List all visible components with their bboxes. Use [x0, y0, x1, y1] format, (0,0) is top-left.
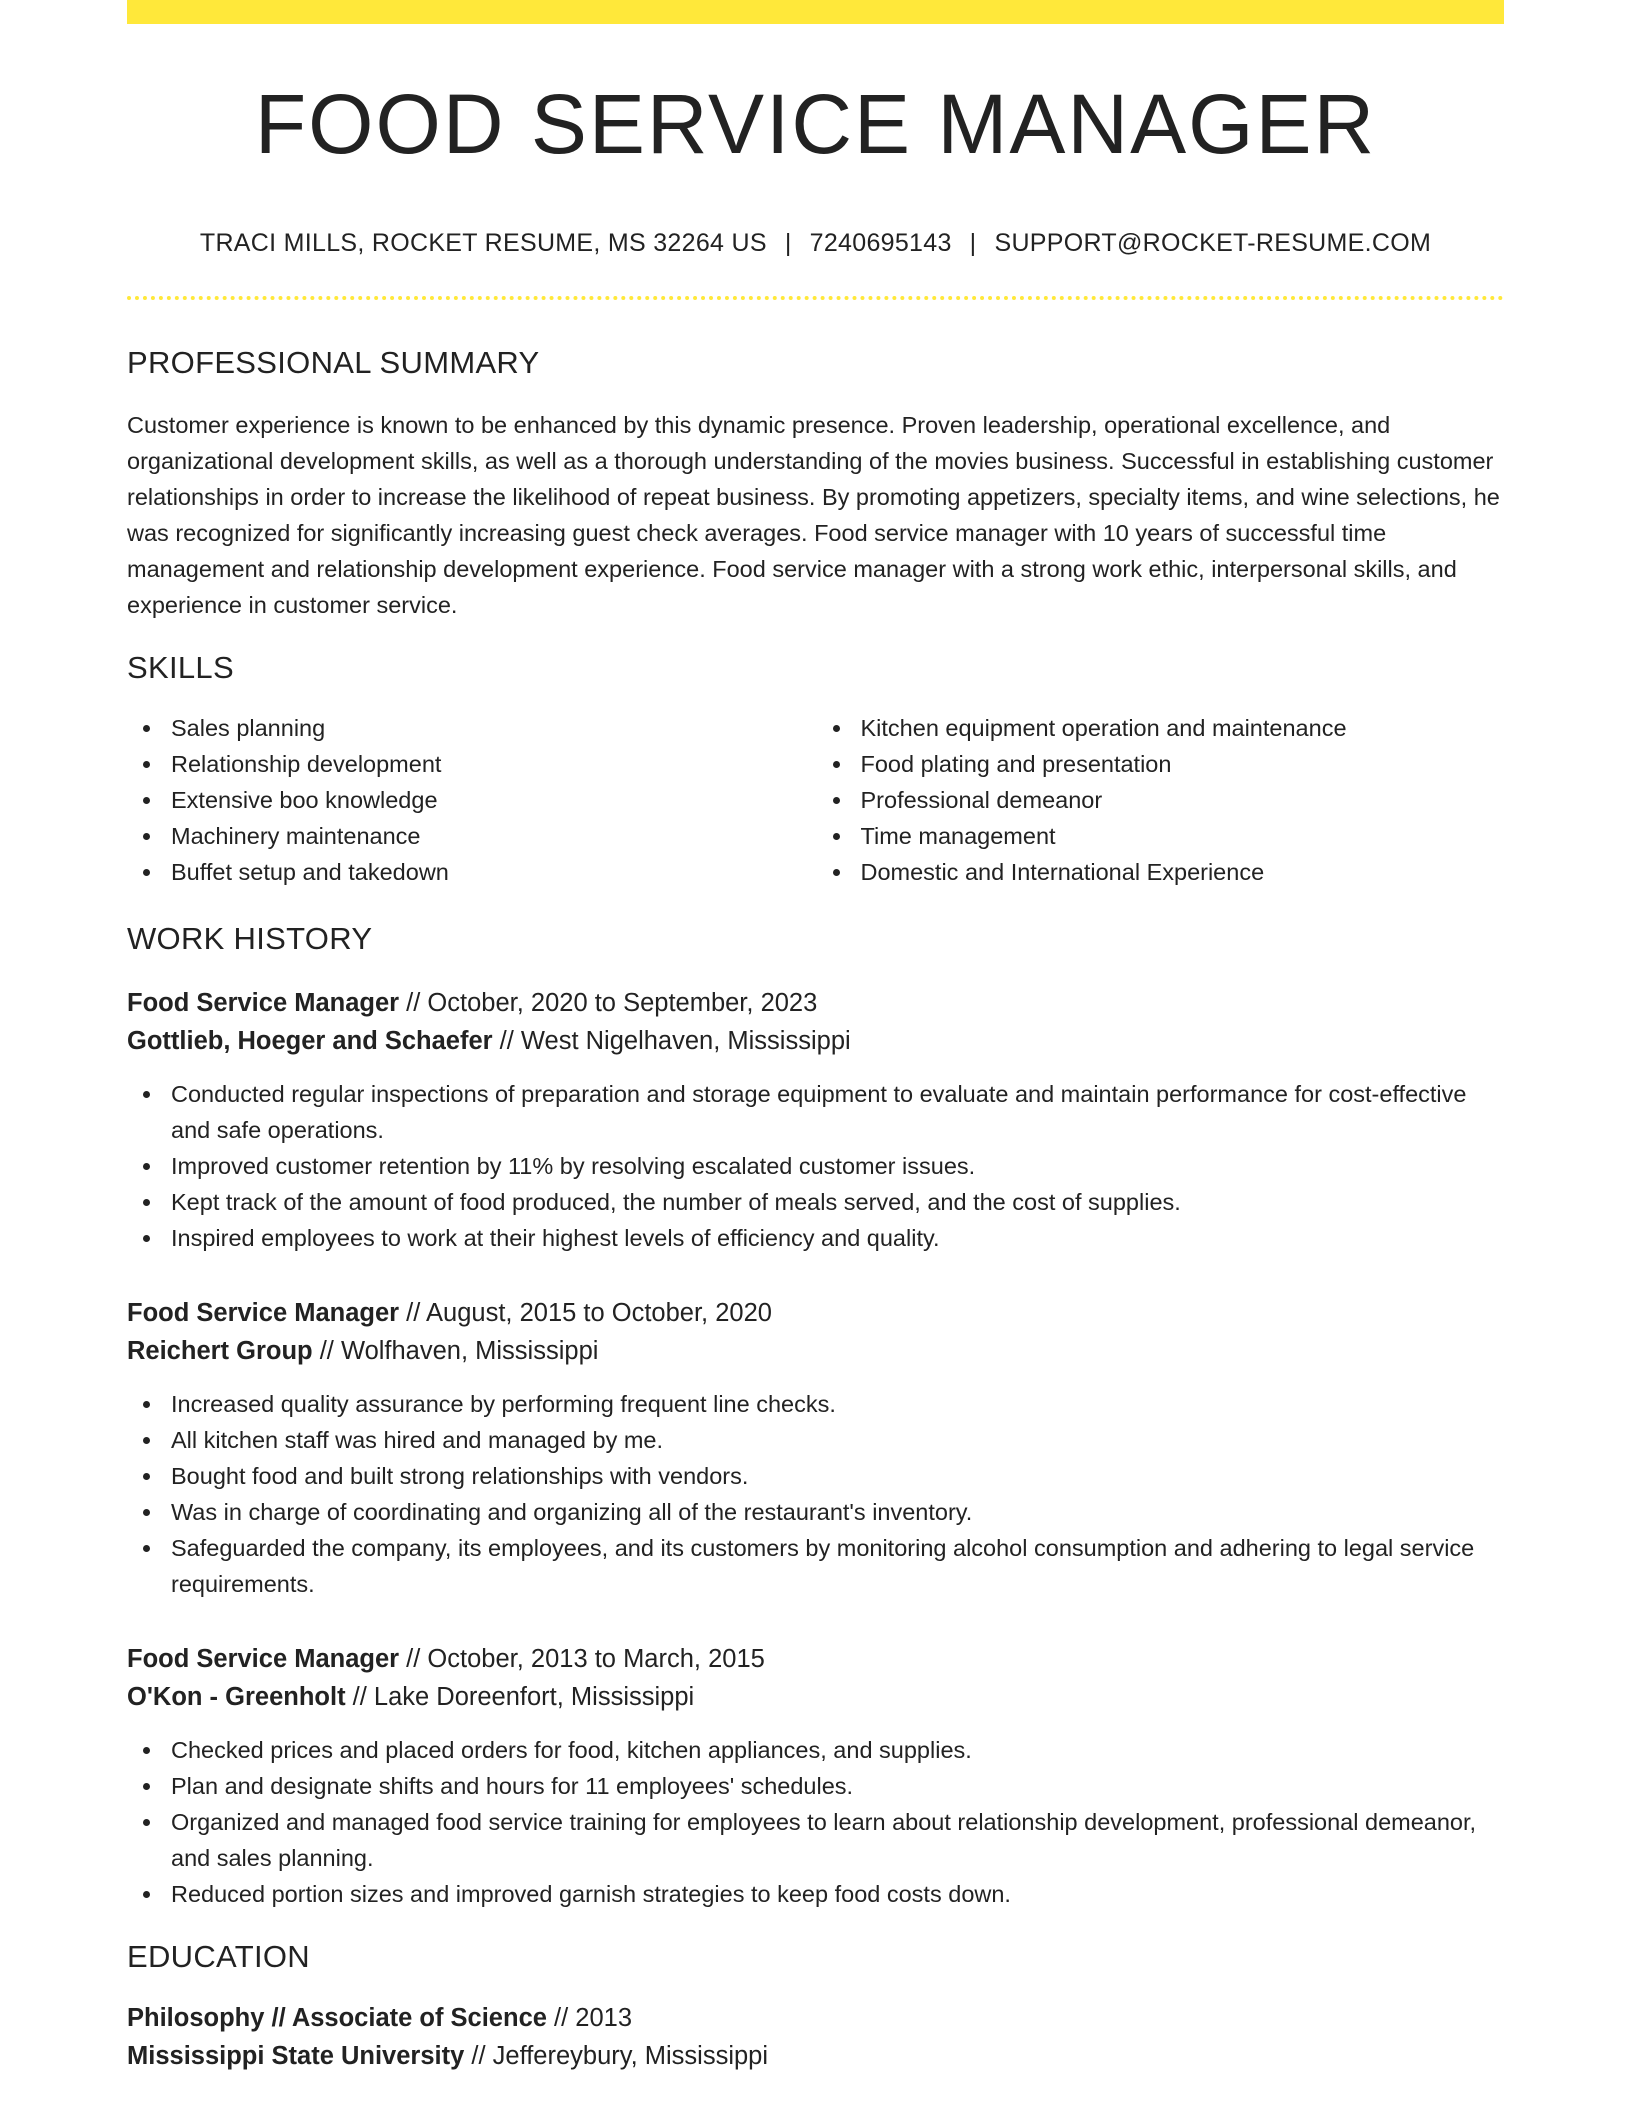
duty-item: All kitchen staff was hired and managed by me.	[127, 1422, 1504, 1458]
job-title: Food Service Manager	[127, 988, 400, 1017]
skills-column-left	[127, 710, 816, 890]
education-degree: Philosophy // Associate of Science	[127, 2003, 547, 2032]
job-location: // West Nigelhaven, Mississippi	[492, 1026, 851, 1055]
skill-item: Professional demeanor	[817, 782, 1505, 818]
dotted-divider	[127, 296, 1504, 300]
skill-item: Time management	[817, 818, 1505, 854]
duty-item: Safeguarded the company, its employees, and its customers by monitoring alcohol consumption and adhering to legal service requirements.	[127, 1530, 1504, 1602]
duty-item: Increased quality assurance by performing frequent line checks.	[127, 1386, 1504, 1422]
skill-item: Extensive boo knowledge	[127, 782, 816, 818]
duty-item: Kept track of the amount of food produced, the number of meals served, and the cost of supplies.	[127, 1184, 1504, 1220]
contact-separator: |	[969, 229, 977, 257]
duty-item: Improved customer retention by 11% by resolving escalated customer issues.	[127, 1148, 1504, 1184]
job-company-line	[127, 1022, 1504, 1060]
job-location: // Lake Doreenfort, Mississippi	[345, 1682, 695, 1711]
job-entry	[127, 1294, 1504, 1602]
contact-email: SUPPORT@ROCKET-RESUME.COM	[994, 229, 1432, 257]
contact-address: TRACI MILLS, ROCKET RESUME, MS 32264 US	[199, 229, 767, 257]
education-degree-line	[127, 1999, 1504, 2037]
job-company: Reichert Group	[127, 1336, 313, 1365]
work-history-heading: WORK HISTORY	[127, 921, 373, 957]
skill-item: Machinery maintenance	[127, 818, 816, 854]
job-entry	[127, 984, 1504, 1256]
job-company-line	[127, 1678, 1504, 1716]
education-school: Mississippi State University	[127, 2041, 465, 2070]
job-title-line	[127, 984, 1504, 1022]
job-title: Food Service Manager	[127, 1644, 400, 1673]
job-dates: // October, 2020 to September, 2023	[399, 988, 818, 1017]
duty-item: Inspired employees to work at their highest levels of efficiency and quality.	[127, 1220, 1504, 1256]
summary-text: Customer experience is known to be enhanced by this dynamic presence. Proven leadership, operational excellence, and organizational development skills, as well as a thorough understanding of the movies business. Successful in establishing customer relationships in order to increase the likelihood of repeat business. By promoting appetizers, specialty items, and wine selections, he was recognized for significantly increasing guest check averages. Food service manager with 10 years of successful time management and relationship development experience. Food service manager with a strong work ethic, interpersonal skills, and experience in customer service.	[127, 412, 1500, 619]
duty-item: Bought food and built strong relationships with vendors.	[127, 1458, 1504, 1494]
skill-item: Sales planning	[127, 710, 816, 746]
contact-line	[127, 228, 1504, 258]
skills-column-right	[816, 710, 1505, 890]
job-dates: // August, 2015 to October, 2020	[399, 1298, 772, 1327]
resume-title: FOOD SERVICE MANAGER	[254, 77, 1377, 171]
duty-item: Conducted regular inspections of preparation and storage equipment to evaluate and maintain performance for cost-effective and safe operations.	[127, 1076, 1504, 1148]
contact-separator: |	[784, 229, 792, 257]
skill-item: Kitchen equipment operation and maintenance	[817, 710, 1505, 746]
skill-item: Buffet setup and takedown	[127, 854, 816, 890]
job-duties	[127, 1076, 1504, 1256]
resume-page	[127, 0, 1504, 2075]
job-title-line	[127, 1294, 1504, 1332]
skill-item: Food plating and presentation	[817, 746, 1505, 782]
duty-item: Was in charge of coordinating and organizing all of the restaurant's inventory.	[127, 1494, 1504, 1530]
duty-item: Organized and managed food service training for employees to learn about relationship development, professional demeanor, and sales planning.	[127, 1804, 1504, 1876]
job-company-line	[127, 1332, 1504, 1370]
skills-list	[127, 710, 1504, 890]
contact-phone: 7240695143	[809, 229, 952, 257]
education-entry	[127, 1999, 1504, 2075]
duty-item: Reduced portion sizes and improved garnish strategies to keep food costs down.	[127, 1876, 1504, 1912]
skill-item: Domestic and International Experience	[817, 854, 1505, 890]
job-title: Food Service Manager	[127, 1298, 400, 1327]
top-accent-bar	[127, 0, 1504, 24]
job-company: Gottlieb, Hoeger and Schaefer	[127, 1026, 493, 1055]
job-dates: // October, 2013 to March, 2015	[399, 1644, 765, 1673]
job-entry	[127, 1640, 1504, 1912]
job-location: // Wolfhaven, Mississippi	[312, 1336, 599, 1365]
education-school-line	[127, 2037, 1504, 2075]
job-duties	[127, 1386, 1504, 1602]
duty-item: Plan and designate shifts and hours for 11 employees' schedules.	[127, 1768, 1504, 1804]
job-company: O'Kon - Greenholt	[127, 1682, 346, 1711]
education-year: // 2013	[546, 2003, 633, 2032]
job-duties	[127, 1732, 1504, 1912]
skills-heading: SKILLS	[127, 650, 234, 686]
education-heading: EDUCATION	[127, 1938, 310, 1974]
skill-item: Relationship development	[127, 746, 816, 782]
duty-item: Checked prices and placed orders for food, kitchen appliances, and supplies.	[127, 1732, 1504, 1768]
education-location: // Jeffereybury, Mississippi	[464, 2041, 769, 2070]
summary-heading: PROFESSIONAL SUMMARY	[127, 345, 540, 380]
job-title-line	[127, 1640, 1504, 1678]
